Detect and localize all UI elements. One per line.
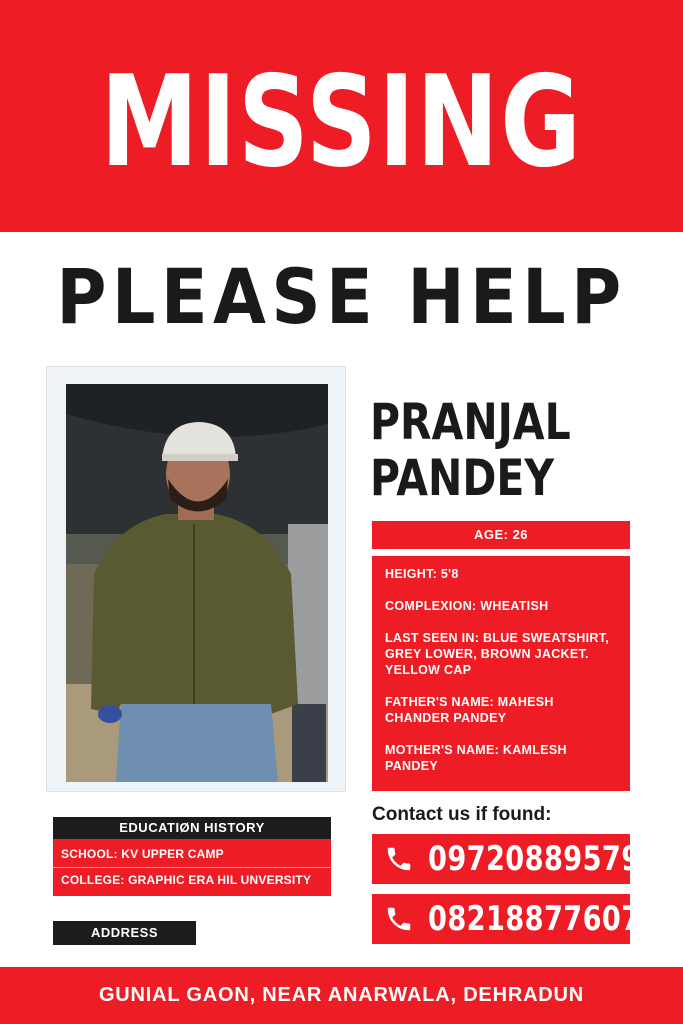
subheadline: PLEASE HELP bbox=[56, 252, 627, 341]
details-panel bbox=[372, 556, 630, 791]
education-school: SCHOOL: KV UPPER CAMP bbox=[61, 847, 224, 861]
age-badge: AGE: 26 bbox=[372, 521, 630, 549]
person-name bbox=[370, 394, 608, 506]
last-name: PANDEY bbox=[370, 449, 555, 507]
education-college: COLLEGE: GRAPHIC ERA HIL UNVERSITY bbox=[61, 873, 312, 887]
address-label: ADDRESS bbox=[53, 921, 196, 945]
phone-button-2[interactable] bbox=[372, 894, 641, 944]
phone-button-1[interactable] bbox=[372, 834, 641, 884]
detail-mother-name: MOTHER'S NAME: KAMLESH PANDEY bbox=[385, 743, 567, 773]
contact-heading: Contact us if found: bbox=[372, 804, 552, 825]
detail-height: HEIGHT: 5'8 bbox=[385, 567, 459, 581]
phone-icon bbox=[384, 844, 414, 874]
education-panel bbox=[53, 839, 331, 896]
headline: MISSING bbox=[100, 48, 583, 195]
detail-complexion: COMPLEXION: WHEATISH bbox=[385, 599, 549, 613]
first-name: PRANJAL bbox=[370, 393, 571, 451]
detail-last-seen: LAST SEEN IN: BLUE SWEATSHIRT, GREY LOWER, BROWN JACKET. YELLOW CAP bbox=[385, 631, 610, 677]
missing-person-photo bbox=[66, 384, 328, 782]
education-heading: EDUCATIØN HISTORY bbox=[53, 817, 331, 839]
phone-icon bbox=[384, 904, 414, 934]
phone-number-2: 08218877607 bbox=[428, 899, 641, 939]
address-footer: GUNIAL GAON, NEAR ANARWALA, DEHRADUN bbox=[0, 967, 683, 1024]
detail-father-name: FATHER'S NAME: MAHESH CHANDER PANDEY bbox=[385, 695, 554, 725]
education-divider bbox=[53, 867, 331, 868]
phone-number-1: 09720889579 bbox=[428, 839, 641, 879]
